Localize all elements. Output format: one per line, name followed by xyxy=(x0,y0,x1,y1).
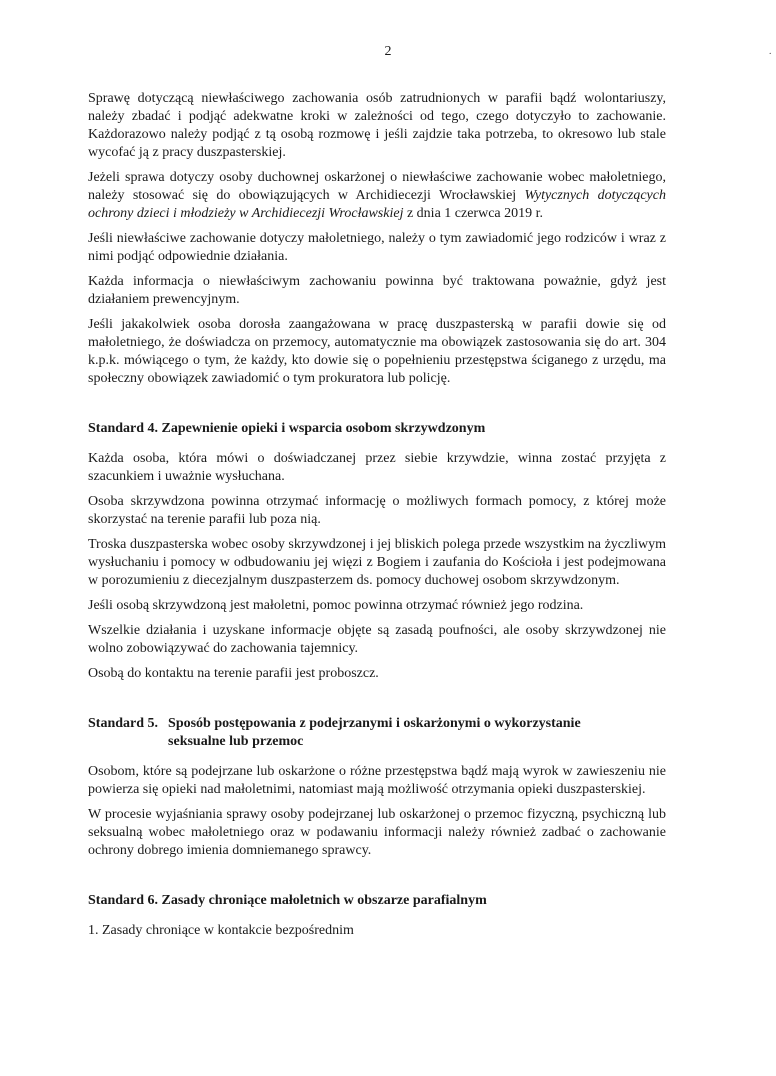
paragraph: W procesie wyjaśniania sprawy osoby podejrzanej lub oskarżonej o przemoc fizyczną, psychiczną lub seksualną wobec małoletniego oraz w podawaniu informacji należy również zadbać o zachowanie ochrony dobrego imienia domniemanego sprawcy. xyxy=(88,807,666,858)
paragraph: Osobom, które są podejrzane lub oskarżone o różne przestępstwa bądź mają wyrok w zawieszeniu nie powierza się opieki nad małoletnimi, natomiast mają możliwość otrzymania opieki duszpasterskiej. xyxy=(88,764,666,797)
section-standard-4 xyxy=(88,420,666,683)
section-standard-6 xyxy=(88,892,666,940)
page-number: 2 xyxy=(384,44,392,59)
paragraph: Każda osoba, która mówi o doświadczanej przez siebie krzywdzie, winna zostać przyjęta z szacunkiem i uważnie wysłuchana. xyxy=(88,451,666,484)
text-run: z dnia 1 czerwca 2019 r. xyxy=(403,206,544,221)
paragraph: Osobą do kontaktu na terenie parafii jest proboszcz. xyxy=(88,666,379,681)
paragraph: Osoba skrzywdzona powinna otrzymać informację o możliwych formach pomocy, z której może skorzystać na terenie parafii lub poza nią. xyxy=(88,494,666,527)
paragraph: Jeśli niewłaściwe zachowanie dotyczy małoletniego, należy o tym zawiadomić jego rodziców i wraz z nimi podjąć odpowiednie działania. xyxy=(88,231,666,264)
paragraph: Sprawę dotyczącą niewłaściwego zachowania osób zatrudnionych w parafii bądź wolontariuszy, należy zbadać i podjąć adekwatne kroki w zależności od tego, czego dotyczyło to zachowanie. Każdorazowo należy podjąć z tą osobą rozmowę i jeśli zajdzie taka potrzeba, to okresowo lub stale wycofać ją z pracy duszpasterskiej. xyxy=(88,91,666,160)
paragraph: Każda informacja o niewłaściwym zachowaniu powinna być traktowana poważnie, gdyż jest działaniem prewencyjnym. xyxy=(88,274,666,307)
standard-4-heading: Standard 4. Zapewnienie opieki i wsparcia osobom skrzywdzonym xyxy=(88,421,486,436)
standard-5-heading xyxy=(88,715,666,751)
section-intro xyxy=(88,90,666,388)
paragraph: Jeśli osobą skrzywdzoną jest małoletni, pomoc powinna otrzymać również jego rodzina. xyxy=(88,598,584,613)
paragraph: Wszelkie działania i uzyskane informacje objęte są zasadą poufności, ale osoby skrzywdzonej nie wolno zobowiązywać do zachowania tajemnicy. xyxy=(88,623,666,656)
italic-title: Wytycznych dotyczących ochrony dzieci i młodzieży w Archidiecezji Wrocławskiej xyxy=(88,188,666,221)
edge-mark: · xyxy=(768,48,772,60)
heading-number: Standard 5. xyxy=(88,716,159,731)
heading-line-1: Sposób postępowania z podejrzanymi i oskarżonymi o wykorzystanie xyxy=(168,716,581,731)
standard-6-heading: Standard 6. Zasady chroniące małoletnich w obszarze parafialnym xyxy=(88,893,487,908)
document-body xyxy=(88,90,666,947)
text-run: Jeżeli sprawa dotyczy osoby duchownej oskarżonej o niewłaściwe zachowanie wobec małoletniego, należy stosować się do obowiązujących w Archidiecezji Wrocławskiej xyxy=(88,170,666,203)
section-standard-5 xyxy=(88,715,666,860)
paragraph: Troska duszpasterska wobec osoby skrzywdzonej i jej bliskich polega przede wszystkim na życzliwym wysłuchaniu i pomocy w odbudowaniu jej więzi z Bogiem i zaufania do Kościoła i jest podejmowana w porozumieniu z diecezjalnym duszpasterzem ds. pomocy duchowej osobom skrzywdzonym. xyxy=(88,537,666,588)
heading-line-2: seksualne lub przemoc xyxy=(168,734,304,749)
list-item: 1. Zasady chroniące w kontakcie bezpośrednim xyxy=(88,923,354,938)
heading-title xyxy=(168,715,581,751)
paragraph: Jeśli jakakolwiek osoba dorosła zaangażowana w pracę duszpasterską w parafii dowie się od małoletniego, że doświadcza on przemocy, automatycznie ma obowiązek zastosowania się do art. 304 k.p.k. mówiącego o tym, że każdy, kto dowie się o popełnieniu przestępstwa ściganego z urzędu, ma społeczny obowiązek zawiadomić o tym prokuratora lub policję. xyxy=(88,317,666,386)
paragraph xyxy=(88,169,666,223)
